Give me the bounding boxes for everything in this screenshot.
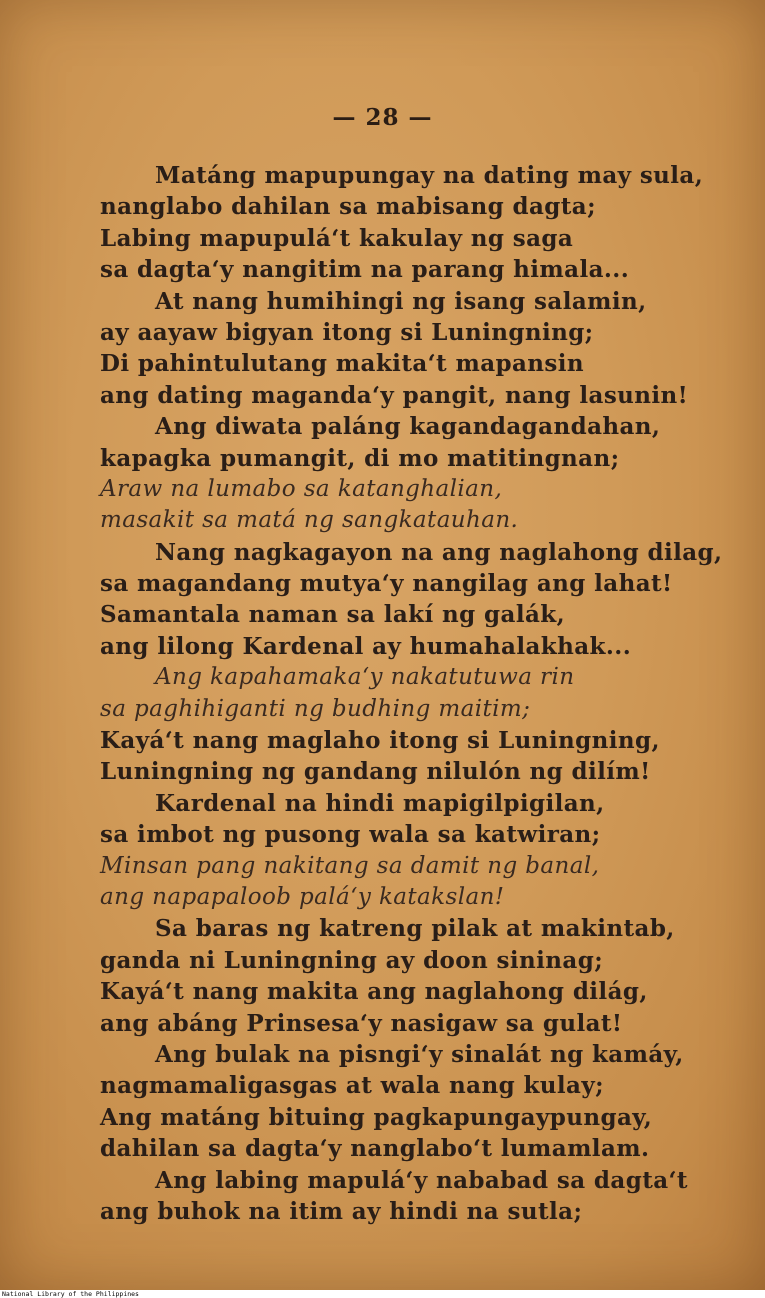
poem-line: nanglabo dahilan sa mabisang dagta; (100, 193, 596, 221)
poem-line: Ang diwata paláng kagandagandahan, (155, 413, 661, 441)
poem-line: Sa baras ng katreng pilak at makintab, (155, 915, 675, 943)
poem-line: sa imbot ng pusong wala sa katwiran; (100, 821, 601, 849)
poem-line: Kardenal na hindi mapigilpigilan, (155, 789, 605, 817)
poem-line: sa magandang mutya‘y nangilag ang lahat! (100, 570, 673, 598)
poem-line: ang abáng Prinsesa‘y nasigaw sa gulat! (100, 1009, 623, 1037)
poem-line: kapagka pumangit, di mo matitingnan; (100, 444, 620, 472)
poem-line: ang lilong Kardenal ay humahalakhak... (100, 632, 632, 660)
poem-line: Luningning ng gandang nilulón ng dilím! (100, 758, 651, 786)
poem-line: ang buhok na itim ay hindi na sutla; (100, 1197, 583, 1225)
poem-line: masakit sa matá ng sangkatauhan. (100, 507, 519, 534)
poem-line: sa dagta‘y nangitim na parang himala... (100, 256, 630, 284)
poem-line: Ang matáng bituing pagkapungaypungay, (100, 1103, 653, 1131)
poem-line: Kayá‘t nang makita ang naglahong dilág, (100, 978, 648, 1006)
poem-line: Nang nagkagayon na ang naglahong dilag, (155, 538, 723, 566)
poem-line: Ang bulak na pisngi‘y sinalát ng kamáy, (155, 1040, 684, 1068)
library-credit: National Library of the Philippines (2, 1290, 139, 1298)
poem-line: Samantala naman sa lakí ng galák, (100, 601, 566, 629)
poem-line: Di pahintulutang makita‘t mapansin (100, 350, 585, 378)
poem-line: Araw na lumabo sa katanghalian, (100, 475, 503, 502)
page-number: — 28 — (332, 104, 433, 131)
poem-line: ang napapaloob palá‘y katakslan! (100, 883, 505, 910)
poem-line: Kayá‘t nang maglaho itong si Luningning, (100, 727, 660, 755)
poem-line: Minsan pang nakitang sa damit ng banal, (100, 852, 600, 879)
poem-line: ay aayaw bigyan itong si Luningning; (100, 318, 594, 346)
poem-line: Ang labing mapulá‘y nababad sa dagta‘t (155, 1166, 688, 1194)
poem-line: Matáng mapupungay na dating may sula, (155, 162, 704, 189)
poem-line: ganda ni Luningning ay doon sininag; (100, 946, 604, 974)
poem-line: ang dating maganda‘y pangit, nang lasunin! (100, 381, 689, 409)
poem-line: Labing mapupulá‘t kakulay ng saga (100, 224, 574, 252)
poem-line: sa paghihiganti ng budhing maitim; (100, 695, 531, 722)
poem-line: dahilan sa dagta‘y nanglabo‘t lumamlam. (100, 1135, 650, 1163)
poem-text (100, 160, 723, 1227)
poem-line: At nang humihingi ng isang salamin, (155, 287, 647, 315)
poem-line: Ang kapahamaka‘y nakatutuwa rin (155, 664, 575, 691)
poem-line: nagmamaligasgas at wala nang kulay; (100, 1072, 605, 1100)
